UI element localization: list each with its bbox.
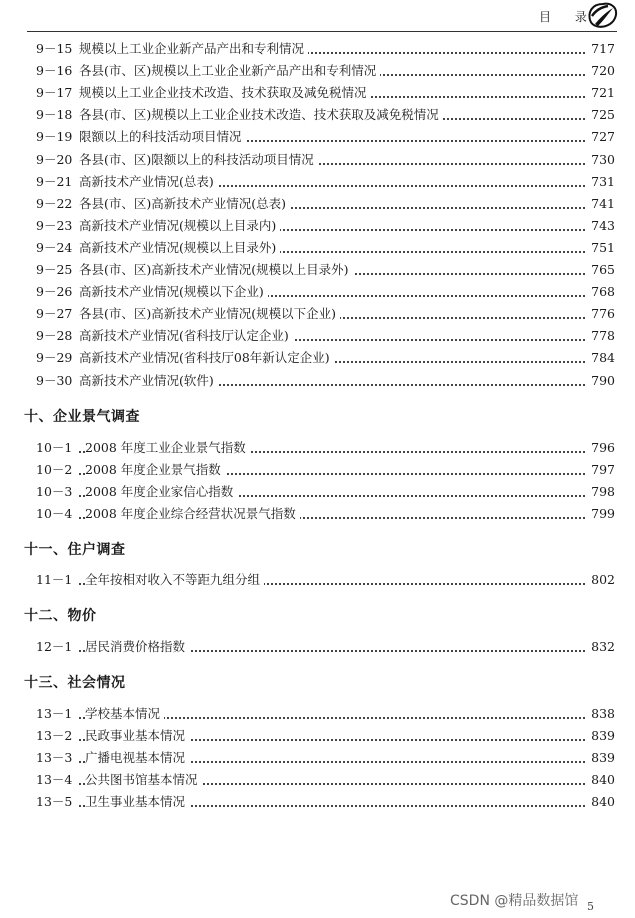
toc-entry[interactable] <box>0 771 635 789</box>
entry-title: 2008 年度企业综合经营状况景气指数 <box>85 505 300 523</box>
entry-title: 各县(市、区)高新技术产业情况(总表) <box>79 195 290 213</box>
entry-page: 790 <box>587 372 615 390</box>
entry-number: 9－22 <box>36 195 73 211</box>
entry-title: 各县(市、区)规模以上工业企业技术改造、技术获取及减免税情况 <box>79 106 443 124</box>
entry-title: 2008 年度工业企业景气指数 <box>85 439 250 457</box>
entry-page: 751 <box>587 239 615 257</box>
entry-page: 784 <box>587 349 615 367</box>
entry-title: 高新技术产业情况(规模以上目录外) <box>79 239 280 257</box>
toc-entry[interactable] <box>0 239 635 257</box>
entry-page: 721 <box>587 84 615 102</box>
entry-title: 2008 年度企业家信心指数 <box>85 483 237 501</box>
entry-page: 838 <box>587 705 615 723</box>
entry-number: 9－17 <box>36 85 73 101</box>
entry-page: 802 <box>587 571 615 589</box>
entry-title: 规模以上工业企业技术改造、技术获取及减免税情况 <box>79 84 371 102</box>
entry-number: 9－24 <box>36 239 73 255</box>
entry-number: 9－26 <box>36 284 73 300</box>
toc-entry[interactable] <box>0 195 635 213</box>
entry-page: 840 <box>587 771 615 789</box>
toc-entry[interactable] <box>0 305 635 323</box>
toc-entry[interactable] <box>0 327 635 345</box>
entry-page: 839 <box>587 727 615 745</box>
entry-number: 9－15 <box>36 41 73 56</box>
entry-number: 12－1 <box>36 639 73 654</box>
entry-title: 高新技术产业情况(总表) <box>79 173 218 191</box>
toc-entry[interactable] <box>0 173 635 191</box>
entry-page: 717 <box>587 40 615 58</box>
toc-entry[interactable] <box>0 505 635 523</box>
entry-title: 公共图书馆基本情况 <box>85 771 202 789</box>
entry-title: 各县(市、区)高新技术产业情况(规模以下企业) <box>79 305 340 323</box>
entry-number: 13－3 <box>36 750 73 766</box>
toc-entry[interactable] <box>0 106 635 124</box>
entry-number: 9－19 <box>36 129 73 145</box>
entry-page: 839 <box>587 749 615 767</box>
entry-number: 9－23 <box>36 217 73 233</box>
entry-number: 13－5 <box>36 794 73 810</box>
section-heading: 十二、物价 <box>24 608 97 624</box>
toc-entry[interactable] <box>0 349 635 367</box>
entry-number: 9－20 <box>36 151 73 167</box>
entry-title: 2008 年度企业景气指数 <box>85 461 225 479</box>
entry-number: 11－1 <box>36 572 73 587</box>
toc-entry[interactable] <box>0 461 635 479</box>
entry-number: 9－25 <box>36 262 73 277</box>
entry-title: 高新技术产业情况(省科技厅08年新认定企业) <box>79 349 334 367</box>
entry-page: 741 <box>587 195 615 213</box>
header-title: 目 录 <box>539 10 597 24</box>
toc-entry[interactable] <box>0 793 635 811</box>
entry-page: 768 <box>587 283 615 301</box>
entry-page: 765 <box>587 261 615 279</box>
entry-number: 13－4 <box>36 772 73 788</box>
entry-page: 796 <box>587 439 615 457</box>
entry-page: 797 <box>587 461 615 479</box>
toc-entry[interactable] <box>0 128 635 146</box>
header-rule <box>27 31 617 32</box>
toc-entry[interactable] <box>0 372 635 390</box>
entry-title: 广播电视基本情况 <box>85 749 189 767</box>
entry-number: 13－2 <box>36 728 73 744</box>
entry-page: 731 <box>587 173 615 191</box>
entry-title: 规模以上工业企业新产品产出和专利情况 <box>79 40 308 58</box>
entry-title: 高新技术产业情况(省科技厅认定企业) <box>79 327 293 345</box>
entry-page: 776 <box>587 305 615 323</box>
entry-number: 13－1 <box>36 706 73 721</box>
toc-entry[interactable] <box>0 151 635 169</box>
entry-title: 全年按相对收入不等距九组分组 <box>85 571 264 589</box>
toc-entry[interactable] <box>0 749 635 767</box>
entry-page: 743 <box>587 217 615 235</box>
entry-number: 9－28 <box>36 328 73 344</box>
toc-entry[interactable] <box>0 62 635 80</box>
publisher-logo-icon <box>586 2 620 30</box>
entry-title: 各县(市、区)高新技术产业情况(规模以上目录外) <box>79 261 353 279</box>
entry-title: 高新技术产业情况(规模以上目录内) <box>79 217 280 235</box>
watermark: CSDN @精品数据馆 <box>450 893 579 909</box>
toc-entry[interactable] <box>0 261 635 279</box>
entry-page: 799 <box>587 505 615 523</box>
toc-entry[interactable] <box>0 217 635 235</box>
entry-number: 10－1 <box>36 440 73 455</box>
entry-page: 720 <box>587 62 615 80</box>
section-heading: 十一、住户调查 <box>24 542 126 558</box>
toc-entry[interactable] <box>0 439 635 457</box>
entry-number: 9－29 <box>36 350 73 366</box>
entry-page: 832 <box>587 638 615 656</box>
entry-number: 9－18 <box>36 107 73 123</box>
entry-title: 民政事业基本情况 <box>85 727 189 745</box>
entry-number: 10－4 <box>36 506 73 522</box>
entry-number: 9－16 <box>36 63 73 79</box>
section-heading: 十三、社会情况 <box>24 675 126 691</box>
toc-entry[interactable] <box>0 638 635 656</box>
toc-entry[interactable] <box>0 40 635 58</box>
entry-title: 各县(市、区)规模以上工业企业新产品产出和专利情况 <box>79 62 380 80</box>
entry-title: 限额以上的科技活动项目情况 <box>79 128 246 146</box>
toc-entry[interactable] <box>0 705 635 723</box>
toc-entry[interactable] <box>0 483 635 501</box>
entry-number: 10－2 <box>36 462 73 478</box>
entry-page: 725 <box>587 106 615 124</box>
toc-entry[interactable] <box>0 84 635 102</box>
toc-entry[interactable] <box>0 727 635 745</box>
entry-title: 学校基本情况 <box>85 705 164 723</box>
entry-number: 9－21 <box>36 173 73 189</box>
entry-page: 778 <box>587 327 615 345</box>
entry-number: 10－3 <box>36 484 73 500</box>
toc-entry[interactable] <box>0 571 635 589</box>
page-number: 5 <box>587 900 594 913</box>
entry-title: 高新技术产业情况(规模以下企业) <box>79 283 268 301</box>
toc-entry[interactable] <box>0 283 635 301</box>
entry-title: 卫生事业基本情况 <box>85 793 189 811</box>
entry-page: 730 <box>587 151 615 169</box>
entry-page: 798 <box>587 483 615 501</box>
entry-page: 727 <box>587 128 615 146</box>
entry-title: 各县(市、区)限额以上的科技活动项目情况 <box>79 151 318 169</box>
entry-page: 840 <box>587 793 615 811</box>
entry-number: 9－27 <box>36 306 73 322</box>
entry-title: 高新技术产业情况(软件) <box>79 372 218 390</box>
section-heading: 十、企业景气调查 <box>24 409 140 425</box>
entry-number: 9－30 <box>36 372 73 388</box>
entry-title: 居民消费价格指数 <box>85 638 189 656</box>
